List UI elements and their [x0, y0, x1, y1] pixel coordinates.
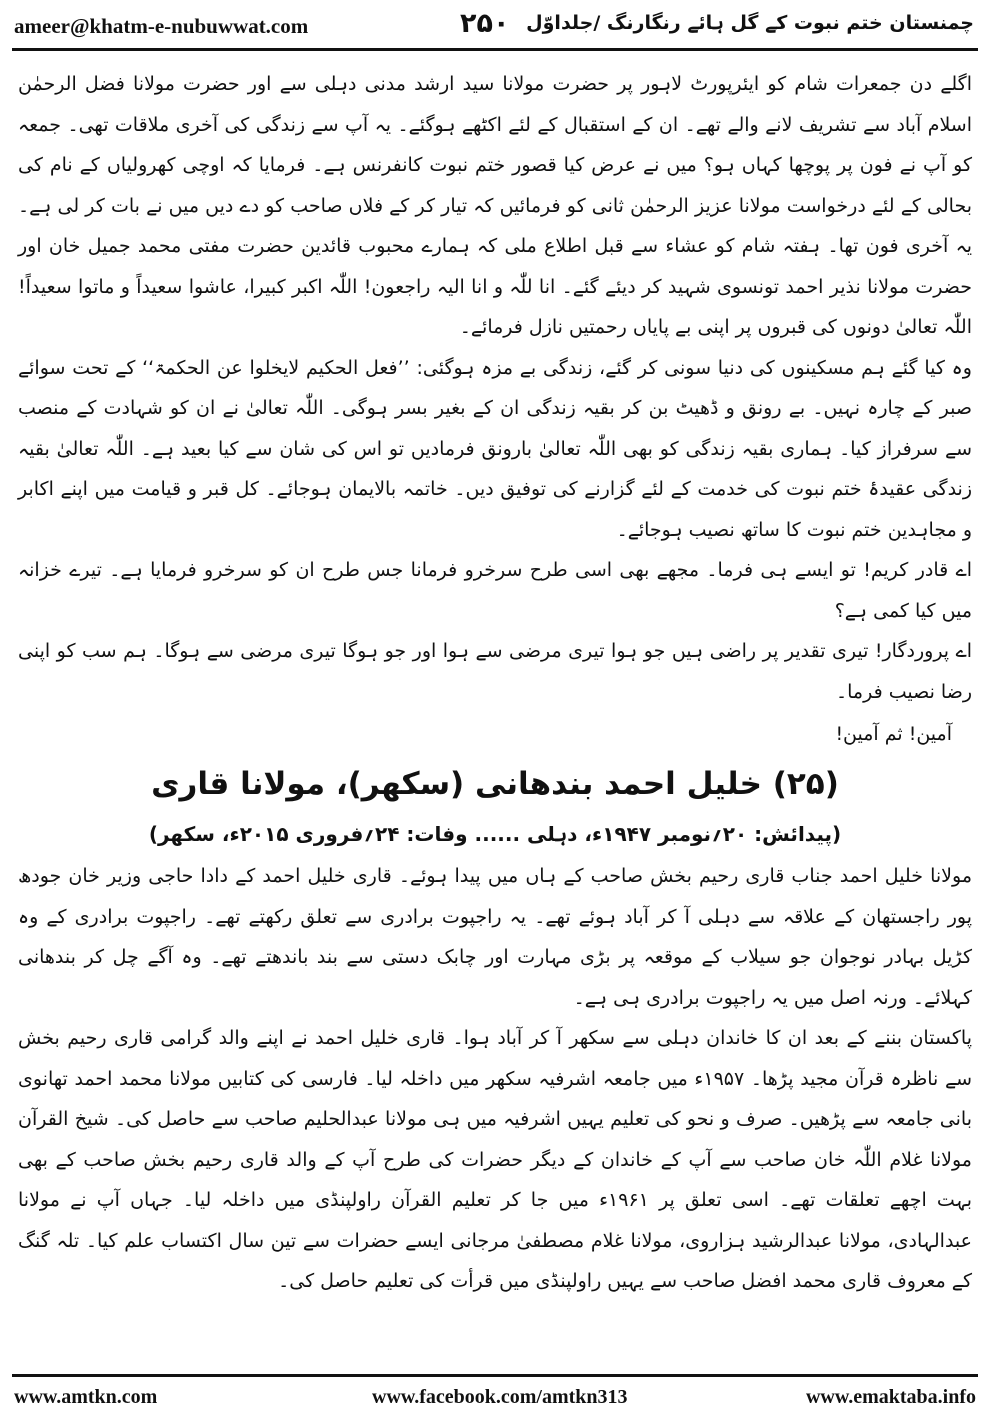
paragraph-4: اے پروردگار! تیری تقدیر پر راضی ہیں جو ہوا تیری مرضی سے ہوا اور جو ہوگا تیری مرضی سے ہوگا۔ ہم سب کو اپنی رضا نصیب فرما۔ [18, 640, 972, 703]
bio-paragraph-2: پاکستان بننے کے بعد ان کا خاندان دہلی سے سکھر آ کر آباد ہوا۔ قاری خلیل احمد نے اپنے والد گرامی قاری رحیم بخش سے ناظرہ قرآن مجید پڑھا۔ ۱۹۵۷ء میں جامعہ اشرفیہ سکھر میں داخلہ لیا۔ فارسی کی کتابیں مولانا محمد احمد تھانوی بانی جامعہ سے پڑھیں۔ صرف و نحو کی تعلیم یہیں اشرفیہ میں ہی مولانا عبدالحلیم صاحب سے حاصل کی۔ شیخ القرآن مولانا غلام اللّٰہ خان صاحب سے آپ کے خاندان کے دیگر حضرات کی طرح آپ کے والد قاری رحیم بخش صاحب کے بھی بہت اچھے تعلقات تھے۔ اسی تعلق پر ۱۹۶۱ء میں جا کر تعلیم القرآن راولپنڈی میں داخلہ لیا۔ جہاں آپ نے مولانا عبدالہادی، مولانا عبدالرشید ہزاروی، مولانا غلام مصطفیٰ مرجانی ایسے حضرات سے تین سال اکتساب علم کیا۔ تلہ گنگ کے معروف قاری محمد افضل صاحب سے یہیں راولپنڈی میں قرأت کی تعلیم حاصل کی۔ [18, 1027, 972, 1292]
header-email[interactable]: ameer@khatm-e-nubuwwat.com [14, 14, 309, 38]
dates-line: (پیدائش: ۲۰؍نومبر ۱۹۴۷ء، دہلی ...... وفات: ۲۴؍فروری ۲۰۱۵ء، سکھر) [148, 822, 842, 846]
header-rule [12, 48, 978, 51]
footer-rule [12, 1374, 978, 1377]
page-footer [0, 1372, 990, 1420]
running-title: چمنستان ختم نبوت کے گل ہائے رنگارنگ /جلداوّل [526, 12, 974, 34]
footer-link-amtkn[interactable]: www.amtkn.com [14, 1386, 158, 1408]
page-body [18, 64, 972, 1302]
page-header [0, 0, 990, 52]
paragraph-1: اگلے دن جمعرات شام کو ایئرپورٹ لاہور پر حضرت مولانا سید ارشد مدنی دہلی سے اور حضرت مولانا فضل الرحمٰن اسلام آباد سے تشریف لانے والے تھے۔ ان کے استقبال کے لئے اکٹھے ہوگئے۔ یہ آپ سے زندگی کی آخری ملاقات تھی۔ جمعہ کو آپ نے فون پر پوچھا کہاں ہو؟ میں نے عرض کیا قصور ختم نبوت کانفرنس ہے۔ فرمایا کہ اوچی کھرولیاں کے نام کی بحالی کے لئے درخواست مولانا عزیز الرحمٰن ثانی کو فرمائیں کہ تیار کر کے فلاں صاحب کو دے دیں میں نے بات کر لی ہے۔ یہ آخری فون تھا۔ ہفتہ شام کو عشاء سے قبل اطلاع ملی کہ ہمارے محبوب قائدین حضرت مفتی محمد جمیل خان اور حضرت مولانا نذیر احمد تونسوی شہید کر دیئے گئے۔ انا للّٰہ و انا الیہ راجعون! اللّٰہ اکبر کبیرا، عاشوا سعیداً و ماتوا سعیداً! اللّٰہ تعالیٰ دونوں کی قبروں پر اپنی بے پایاں رحمتیں نازل فرمائے۔ [18, 73, 972, 338]
amen-line: آمین! ثم آمین! [835, 723, 952, 745]
paragraph-3: اے قادر کریم! تو ایسے ہی فرما۔ مجھے بھی اسی طرح سرخرو فرمانا جس طرح ان کو سرخرو فرمایا ہے۔ تیرے خزانہ میں کیا کمی ہے؟ [18, 559, 972, 622]
bio-paragraph-1: مولانا خلیل احمد جناب قاری رحیم بخش صاحب کے ہاں میں پیدا ہوئے۔ قاری خلیل احمد کے دادا حاجی وزیر خان جودھ پور راجستھان کے علاقہ سے دہلی آ کر آباد ہوئے تھے۔ یہ راجپوت برادری سے تعلق رکھتے تھے۔ راجپوت برادری کے وہ کڑیل بہادر نوجوان جو سیلاب کے موقعہ پر بڑی مہارت اور چابک دستی سے بند باندھتے تھے۔ وہ آگے چل کر بندھانی کہلائے۔ ورنہ اصل میں یہ راجپوت برادری ہی ہے۔ [18, 865, 972, 1009]
footer-link-facebook[interactable]: www.facebook.com/amtkn313 [372, 1386, 628, 1408]
footer-link-emaktaba[interactable]: www.emaktaba.info [805, 1386, 976, 1408]
section-heading: (۲۵) خلیل احمد بندھانی (سکھر)، مولانا قاری [151, 766, 839, 802]
page-number: ۲۵۰ [460, 8, 510, 39]
paragraph-2: وہ کیا گئے ہم مسکینوں کی دنیا سونی کر گئے، زندگی بے مزہ ہوگئی: ’’فعل الحکیم لایخلوا عن الحکمۃ‘‘ کے تحت سوائے صبر کے چارہ نہیں۔ بے رونق و ڈھیٹ بن کر بقیہ زندگی ان کے بغیر بسر ہوگی۔ اللّٰہ تعالیٰ نے ان کو شہادت کے منصب سے سرفراز کیا۔ ہماری بقیہ زندگی کو بھی اللّٰہ تعالیٰ بارونق فرمادیں تو اس کی شان سے کیا بعید ہے۔ اللّٰہ تعالیٰ بقیہ زندگی عقیدۂ ختم نبوت کی خدمت کے لئے گزارنے کی توفیق دیں۔ خاتمہ بالایمان ہوجائے۔ کل قبر و قیامت میں اپنے اکابر و مجاہدین ختم نبوت کا ساتھ نصیب ہوجائے۔ [18, 356, 973, 541]
